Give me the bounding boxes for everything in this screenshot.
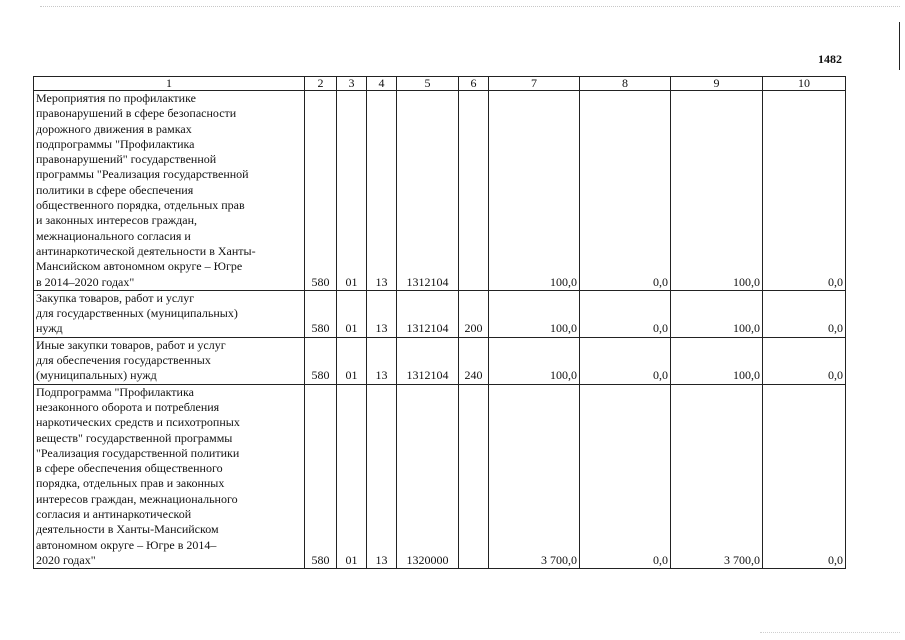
cell-col-6 xyxy=(459,91,489,291)
scan-artifact-bottom xyxy=(760,632,900,634)
cell-col-9: 3 700,0 xyxy=(671,384,763,569)
cell-col-7: 3 700,0 xyxy=(489,384,580,569)
col-header-10: 10 xyxy=(763,77,846,91)
cell-col-10: 0,0 xyxy=(763,91,846,291)
cell-col-6: 240 xyxy=(459,337,489,384)
cell-col-2: 580 xyxy=(305,337,337,384)
cell-col-5: 1312104 xyxy=(397,91,459,291)
col-header-4: 4 xyxy=(367,77,397,91)
cell-col-8: 0,0 xyxy=(580,91,671,291)
row-name: Подпрограмма "Профилактика незаконного оборота и потребления наркотических средств и психотропных веществ" государственной программы "Реализация государственной политики в сфере обеспечения общественного порядка, отдельных прав и законных интересов граждан, межнационального согласия и антинаркотической деятельности в Ханты-Мансийском автономном округе – Югре в 2014– 2020 годах" xyxy=(34,384,305,569)
cell-col-6: 200 xyxy=(459,290,489,337)
col-header-9: 9 xyxy=(671,77,763,91)
cell-col-6 xyxy=(459,384,489,569)
col-header-7: 7 xyxy=(489,77,580,91)
cell-col-3: 01 xyxy=(337,290,367,337)
cell-col-10: 0,0 xyxy=(763,384,846,569)
page-number: 1482 xyxy=(818,52,842,66)
table-row xyxy=(34,91,846,291)
cell-col-2: 580 xyxy=(305,290,337,337)
cell-col-5: 1320000 xyxy=(397,384,459,569)
col-header-3: 3 xyxy=(337,77,367,91)
cell-col-8: 0,0 xyxy=(580,384,671,569)
col-header-6: 6 xyxy=(459,77,489,91)
cell-col-4: 13 xyxy=(367,337,397,384)
budget-table xyxy=(33,76,846,569)
cell-col-7: 100,0 xyxy=(489,91,580,291)
table-row xyxy=(34,384,846,569)
table-row xyxy=(34,337,846,384)
cell-col-4: 13 xyxy=(367,384,397,569)
cell-col-9: 100,0 xyxy=(671,91,763,291)
cell-col-8: 0,0 xyxy=(580,290,671,337)
scan-artifact-top xyxy=(40,6,900,8)
cell-col-5: 1312104 xyxy=(397,337,459,384)
margin-rule xyxy=(899,22,900,70)
cell-col-9: 100,0 xyxy=(671,337,763,384)
header-row xyxy=(34,77,846,91)
col-header-5: 5 xyxy=(397,77,459,91)
cell-col-2: 580 xyxy=(305,384,337,569)
cell-col-7: 100,0 xyxy=(489,290,580,337)
col-header-8: 8 xyxy=(580,77,671,91)
cell-col-7: 100,0 xyxy=(489,337,580,384)
row-name: Мероприятия по профилактике правонарушений в сфере безопасности дорожного движения в рамках подпрограммы "Профилактика правонарушений" государственной программы "Реализация государственной политики в сфере обеспечения общественного порядка, отдельных прав и законных интересов граждан, межнационального согласия и антинаркотической деятельности в Ханты- Мансийском автономном округе – Югре в 2014–2020 годах" xyxy=(34,91,305,291)
cell-col-3: 01 xyxy=(337,384,367,569)
row-name: Иные закупки товаров, работ и услуг для обеспечения государственных (муниципальных) нужд xyxy=(34,337,305,384)
cell-col-3: 01 xyxy=(337,337,367,384)
row-name: Закупка товаров, работ и услуг для государственных (муниципальных) нужд xyxy=(34,290,305,337)
col-header-1: 1 xyxy=(34,77,305,91)
cell-col-8: 0,0 xyxy=(580,337,671,384)
table-row xyxy=(34,290,846,337)
col-header-2: 2 xyxy=(305,77,337,91)
cell-col-10: 0,0 xyxy=(763,290,846,337)
cell-col-5: 1312104 xyxy=(397,290,459,337)
cell-col-4: 13 xyxy=(367,91,397,291)
cell-col-9: 100,0 xyxy=(671,290,763,337)
cell-col-2: 580 xyxy=(305,91,337,291)
cell-col-10: 0,0 xyxy=(763,337,846,384)
cell-col-4: 13 xyxy=(367,290,397,337)
cell-col-3: 01 xyxy=(337,91,367,291)
